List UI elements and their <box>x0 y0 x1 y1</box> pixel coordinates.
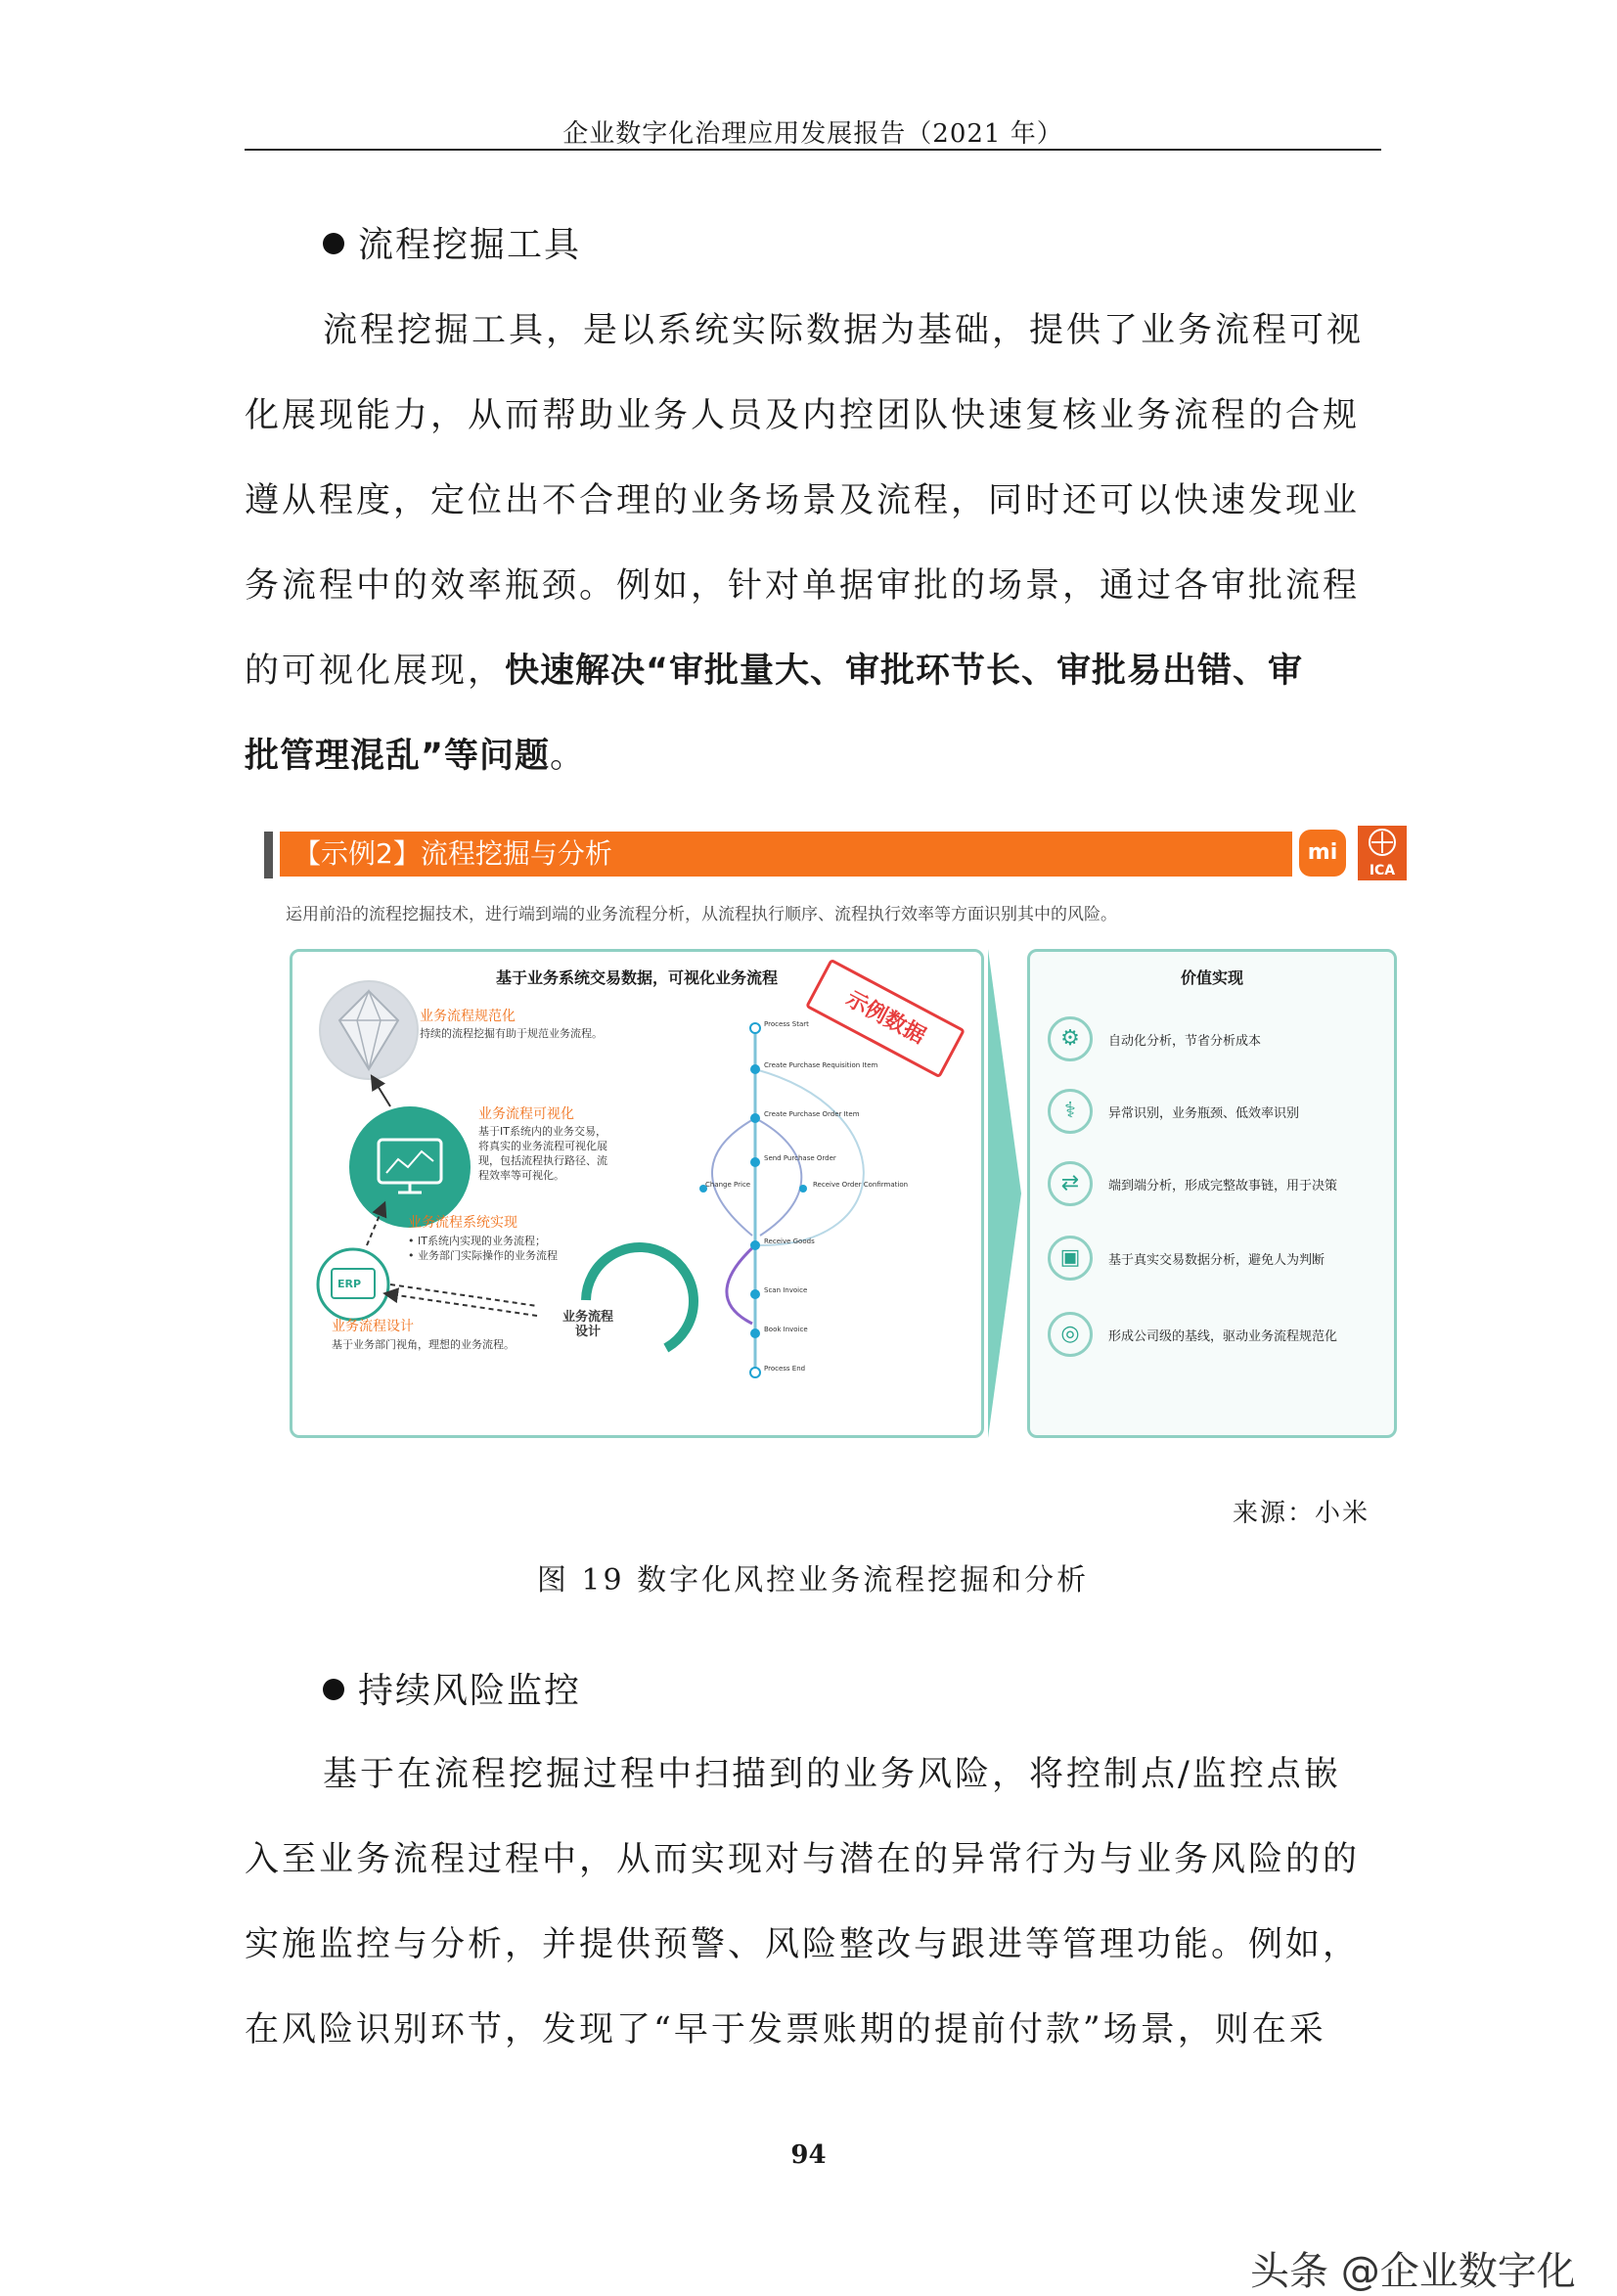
visualize-desc-line: 将真实的业务流程可视化展 <box>478 1140 607 1152</box>
visualize-desc-line: 现，包括流程执行路径、流 <box>478 1154 607 1167</box>
design-desc: 基于业务部门视角，理想的业务流程。 <box>332 1338 515 1351</box>
paragraph-bold-text: 快速解决“审批量大、审批环节长、审批易出错、审 <box>505 652 1304 691</box>
flow-node-label: Create Purchase Requisition Item <box>764 1061 878 1069</box>
value-item <box>1048 1312 1390 1361</box>
process-flow-graph <box>699 1023 864 1377</box>
system-desc <box>408 1234 558 1263</box>
design-title: 业务流程设计 <box>332 1319 414 1334</box>
banner-accent-bar <box>264 832 273 878</box>
globe-icon: ◎ <box>1048 1312 1093 1357</box>
paragraph-line: 化展现能力，从而帮助业务人员及内控团队快速复核业务流程的合规 <box>245 396 1361 435</box>
cycle-label-line: 设计 <box>574 1325 601 1339</box>
paragraph-line <box>245 644 1303 693</box>
left-panel-title: 基于业务系统交易数据，可视化业务流程 <box>495 968 778 987</box>
value-item-text: 端到端分析，形成完整故事链，用于决策 <box>1108 1179 1338 1193</box>
system-desc-line: • IT系统内实现的业务流程； <box>408 1235 546 1247</box>
flow-node-label: Receive Goods <box>764 1238 815 1245</box>
flow-node-label: Send Purchase Order <box>764 1154 836 1162</box>
xiaomi-logo: mi <box>1299 830 1346 877</box>
header-rule <box>245 149 1381 151</box>
ica-emblem-icon <box>1358 826 1407 859</box>
watermark: 头条 @企业数字化 <box>1250 2249 1576 2294</box>
paragraph-line: 基于在流程挖掘过程中扫描到的业务风险，将控制点/监控点嵌 <box>323 1755 1341 1794</box>
value-item <box>1048 1016 1390 1065</box>
value-item-text: 自动化分析，节省分析成本 <box>1108 1034 1262 1049</box>
panel-value-realization <box>1027 949 1397 1438</box>
chevron-arrow-icon <box>988 949 1021 1438</box>
running-header: 企业数字化治理应用发展报告（2021 年） <box>562 119 1063 149</box>
ica-logo <box>1358 826 1407 880</box>
standardize-title: 业务流程规范化 <box>420 1009 516 1024</box>
gears-icon: ⚙ <box>1048 1016 1093 1061</box>
section-heading-risk-monitoring <box>323 1663 581 1713</box>
stethoscope-icon: ⚕ <box>1048 1089 1093 1134</box>
paragraph-text: 的可视化展现， <box>245 652 506 691</box>
paragraph-bold-text: 批管理混乱”等问题 <box>245 737 551 776</box>
bullet-icon <box>323 1679 344 1700</box>
paragraph-line: 在风险识别环节，发现了“早于发票账期的提前付款”场景，则在采 <box>245 2010 1326 2049</box>
standardize-desc: 持续的流程挖掘有助于规范业务流程。 <box>420 1027 603 1040</box>
paragraph-line: 入至业务流程过程中，从而实现对与潜在的异常行为与业务风险的的 <box>245 1840 1361 1879</box>
value-item <box>1048 1089 1390 1138</box>
flow-node-label: Book Invoice <box>764 1326 808 1333</box>
page-number: 94 <box>790 2140 827 2170</box>
visualize-desc-line: 程效率等可视化。 <box>478 1169 564 1182</box>
section-heading-text: 流程挖掘工具 <box>358 225 582 265</box>
figure-process-mining <box>264 822 1414 1448</box>
paragraph-line <box>245 729 587 778</box>
erp-label: ERP <box>337 1278 362 1290</box>
paragraph-line: 实施监控与分析，并提供预警、风险整改与跟进等管理功能。例如， <box>245 1925 1361 1964</box>
value-item-text: 形成公司级的基线，驱动业务流程规范化 <box>1108 1329 1338 1344</box>
right-panel-title: 价值实现 <box>1180 968 1243 987</box>
sample-data-stamp: 示例数据 <box>805 959 966 1079</box>
value-item <box>1048 1236 1390 1284</box>
ica-logo-text: ICA <box>1369 863 1396 878</box>
flow-node-label: Process Start <box>764 1020 809 1028</box>
bullet-icon <box>323 233 344 254</box>
figure-source: 来源：小米 <box>1233 1499 1370 1528</box>
cycle-label <box>549 1310 627 1339</box>
figure-caption: 图 19 数字化风控业务流程挖掘和分析 <box>536 1563 1090 1598</box>
system-title: 业务流程系统实现 <box>408 1215 517 1231</box>
value-item-text: 异常识别，业务瓶颈、低效率识别 <box>1108 1106 1300 1121</box>
visualize-desc-line: 基于IT系统内的业务交易， <box>478 1125 606 1138</box>
value-item <box>1048 1161 1390 1210</box>
section-heading-text: 持续风险监控 <box>358 1671 582 1711</box>
system-desc-line: • 业务部门实际操作的业务流程 <box>408 1249 558 1262</box>
cube-icon: ▣ <box>1048 1236 1093 1281</box>
section-heading-process-mining <box>323 217 581 267</box>
paragraph-line: 流程挖掘工具，是以系统实际数据为基础，提供了业务流程可视 <box>323 311 1365 350</box>
visualize-title: 业务流程可视化 <box>478 1106 574 1122</box>
flow-node-label: Scan Invoice <box>764 1286 808 1294</box>
paragraph-line: 遵从程度，定位出不合理的业务场景及流程，同时还可以快速发现业 <box>245 481 1361 520</box>
panel-process-visualization <box>290 949 984 1438</box>
flow-node-label: Receive Order Confirmation <box>813 1181 909 1189</box>
figure-description: 运用前沿的流程挖掘技术，进行端到端的业务流程分析，从流程执行顺序、流程执行效率等方面识别其中的风险。 <box>286 905 1117 924</box>
flow-node-label: Create Purchase Order Item <box>764 1110 860 1118</box>
paragraph-line: 务流程中的效率瓶颈。例如，针对单据审批的场景，通过各审批流程 <box>245 566 1361 606</box>
visualize-desc <box>478 1124 607 1183</box>
arrows-icon: ⇄ <box>1048 1161 1093 1206</box>
figure-banner: 【示例2】流程挖掘与分析 <box>280 832 1292 877</box>
flow-node-label: Change Price <box>705 1181 751 1189</box>
value-item-text: 基于真实交易数据分析，避免人为判断 <box>1108 1253 1325 1268</box>
paragraph-text: 。 <box>550 737 588 776</box>
cycle-label-line: 业务流程 <box>561 1310 613 1325</box>
visualization-circle <box>349 1106 471 1228</box>
flow-node-label: Process End <box>764 1365 806 1373</box>
